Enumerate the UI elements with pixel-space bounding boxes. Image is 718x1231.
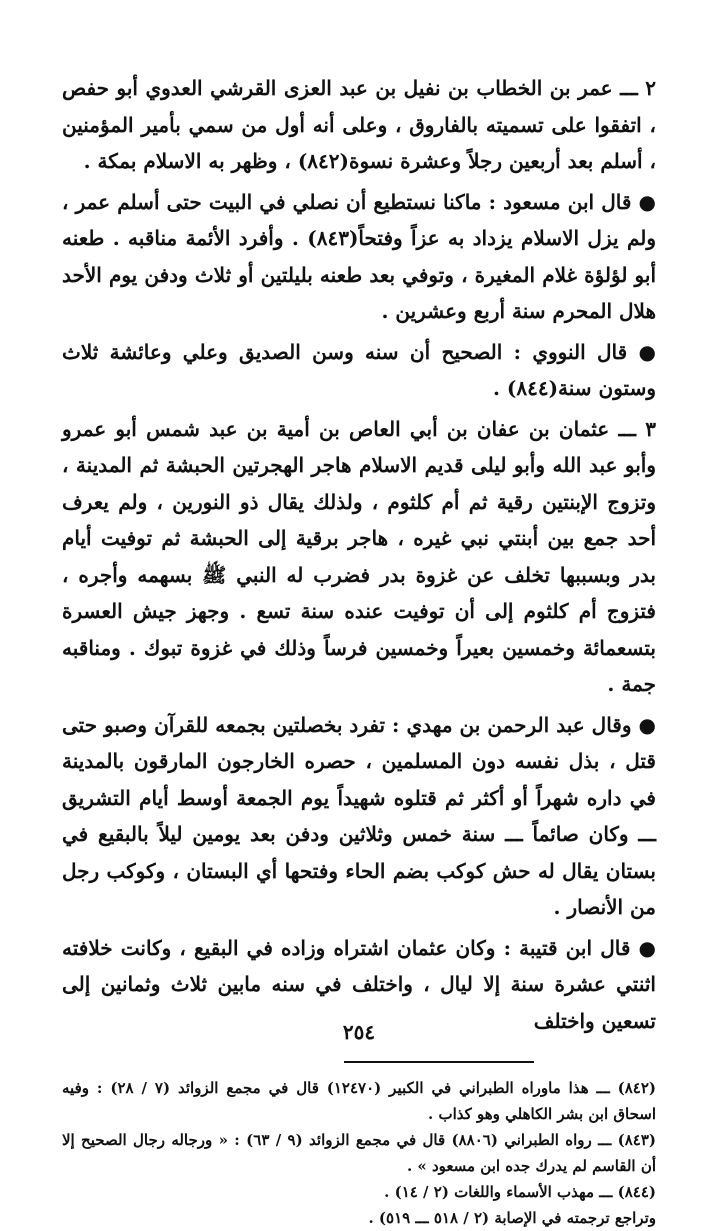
- paragraph-umar: ٢ ـــ عمر بن الخطاب بن نفيل بن عبد العزى القرشي العدوي أبو حفص ، اتفقوا على تسميته بالفاروق ، وعلى أنه أول من سمي بأمير المؤمنين ، أسلم بعد أربعين رجلاً وعشرة نسوة(٨٤٢) ، وظهر به الاسلام بمكة .: [62, 76, 656, 173]
- main-text: [62, 70, 656, 1039]
- footnotes: [62, 1075, 656, 1231]
- paragraph-nawawi: ● قال النووي : الصحيح أن سنه وسن الصديق وعلي وعائشة ثلاث وستون سنة(٨٤٤) .: [62, 339, 656, 400]
- paragraph-ibn-masud: ● قال ابن مسعود : ماكنا نستطيع أن نصلي في البيت حتى أسلم عمر ، ولم يزل الاسلام يزداد به عزاً وفتحاً(٨٤٣) . وأفرد الأئمة مناقبه . طعنه أبو لؤلؤة غلام المغيرة ، وتوفي بعد طعنه بليلتين أو ثلاث ودفن يوم الأحد هلال المحرم سنة أربع وعشرين .: [62, 189, 656, 323]
- footnote-842: (٨٤٢) ـــ هذا ماوراه الطبراني في الكبير (١٢٤٧٠) قال في مجمع الزوائد (٧ / ٢٨) : وفيه اسحاق ابن بشر الكاهلي وهو كذاب .: [62, 1079, 657, 1123]
- paragraph-uthman: ٣ ـــ عثمان بن عفان بن أبي العاص بن أمية بن عبد شمس أبو عمرو وأبو عبد الله وأبو ليلى قديم الاسلام هاجر الهجرتين الحبشة ثم المدينة ، وتزوج الإبنتين رقية ثم أم كلثوم ، ولذلك يقال ذو النورين ، ولم يعرف أحد جمع بين أبنتي نبي غيره ، هاجر برقية إلى الحبشة ثم توفيت أيام بدر وبسببها تخلف عن غزوة بدر فضرب له النبي ﷺ بسهمه وأجره ، فتزوج أم كلثوم إلى أن توفيت عنده سنة تسع . وجهز جيش العسرة بتسعمائة وخمسين بعيراً وخمسين فرساً وذلك في غزوة تبوك . ومناقبه جمة .: [62, 416, 656, 696]
- paragraph-ibn-qutayba: ● قال ابن قتيبة : وكان عثمان اشتراه وزاده في البقيع ، وكانت خلافته اثنتي عشرة سنة إلا ليال ، واختلف في سنه مابين ثلاث وثمانين إلى تسعين واختلف: [62, 935, 656, 1033]
- footnote-reference: وتراجع ترجمته في الإصابة (٢ / ٥١٨ ـــ ٥١٩) .: [368, 1209, 656, 1227]
- page-number: ٢٥٤: [342, 1020, 376, 1044]
- paragraph-ibn-mahdi: ● وقال عبد الرحمن بن مهدي : تفرد بخصلتين بجمعه للقرآن وصبو حتى قتل ، بذل نفسه دون المسلمين ، حصره الخارجون المارقون بالمدينة في داره شهراً أو أكثر ثم قتلوه شهيداً يوم الجمعة أوسط أيام التشريق ـــ وكان صائماً ـــ سنة خمس وثلاثين ودفن بعد يومين ليلاً بالبقيع في بستان يقال له حش كوكب بضم الحاء وفتحها أي البستان ، وكوكب رجل من الأنصار .: [62, 712, 656, 919]
- footnote-separator: [344, 1061, 534, 1063]
- footnote-843: (٨٤٣) ـــ رواه الطبراني (٨٨٠٦) قال في مجمع الزوائد (٩ / ٦٣) : « ورجاله رجال الصحيح إلا أن القاسم لم يدرك جده ابن مسعود » .: [62, 1131, 656, 1175]
- footnote-844: (٨٤٤) ـــ مهذب الأسماء واللغات (٢ / ١٤) .: [384, 1183, 656, 1201]
